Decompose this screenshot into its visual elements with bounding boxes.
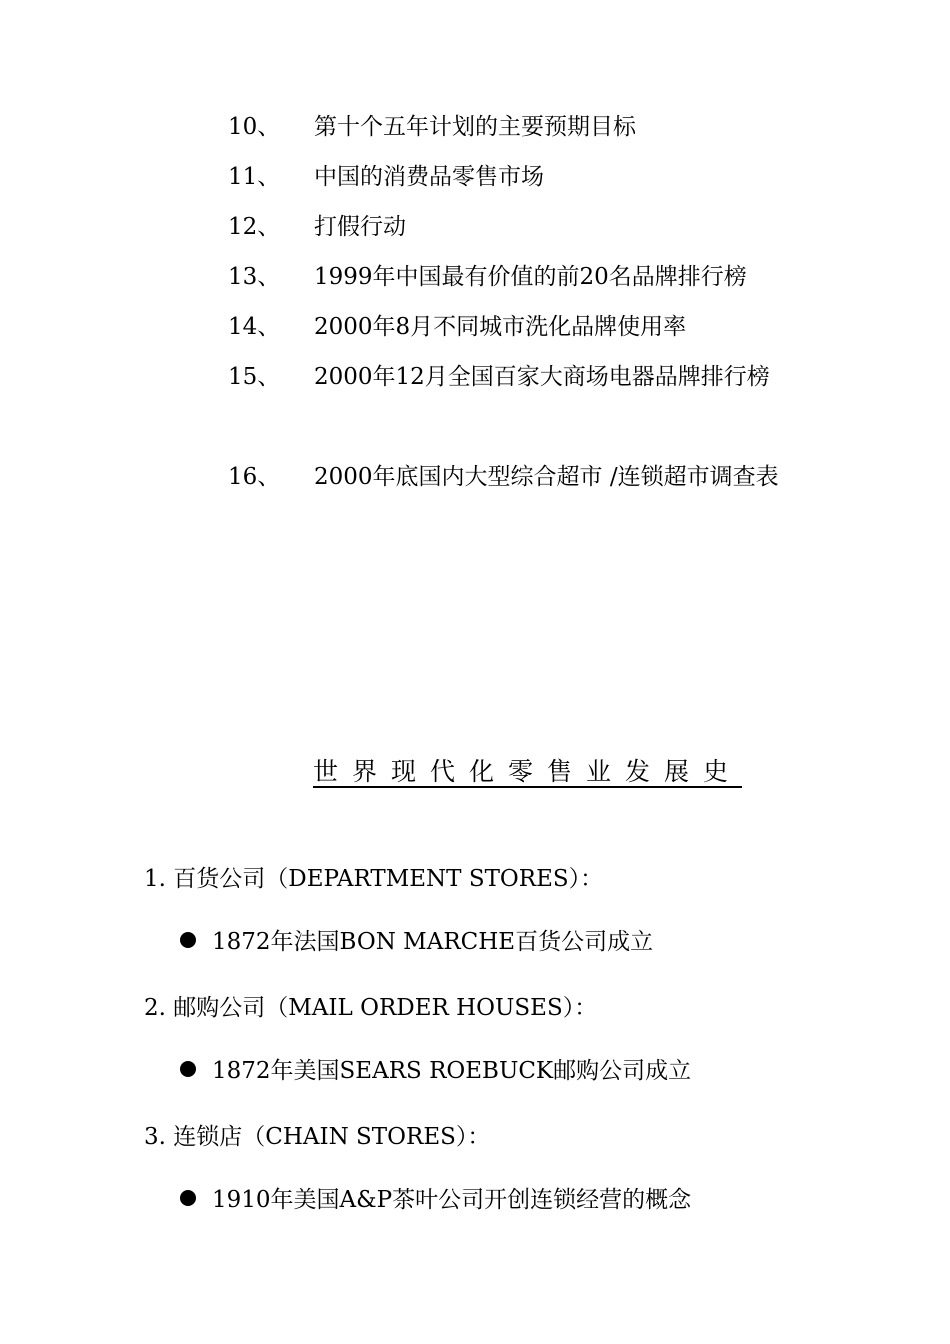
bullet-text: 1872年美国SEARS ROEBUCK邮购公司成立 [212,1058,692,1084]
bullet-icon [180,1190,196,1206]
toc-text: 2000年8月不同城市洗化品牌使用率 [314,314,687,340]
toc-item [228,152,828,202]
toc-text: 打假行动 [314,214,406,240]
toc-text: 中国的消费品零售市场 [314,164,544,190]
toc-number: 15、 [228,364,281,390]
bullet-text: 1910年美国A&P茶叶公司开创连锁经营的概念 [212,1187,692,1213]
toc-text: 1999年中国最有价值的前20名品牌排行榜 [314,264,747,290]
toc-number: 16、 [228,464,281,490]
toc-text: 第十个五年计划的主要预期目标 [314,114,636,140]
section-title: 世界现代化零售业发展史 [313,757,743,786]
bullet-icon [180,1061,196,1077]
history-bullet [180,923,653,956]
toc-item [228,102,828,152]
history-bullet [180,1052,691,1085]
toc-item [228,252,828,302]
toc-text: 2000年12月全国百家大商场电器品牌排行榜 [314,364,770,390]
toc-number: 11、 [228,164,281,190]
history-heading: 3. 连锁店（CHAIN STORES）： [144,1124,491,1150]
toc-number: 14、 [228,314,281,340]
toc-item [228,302,828,352]
toc-text: 2000年底国内大型综合超市 /连锁超市调查表 [314,464,779,490]
bullet-icon [180,932,196,948]
history-heading: 2. 邮购公司（MAIL ORDER HOUSES）： [144,995,598,1021]
toc-item [228,202,828,252]
toc-number: 12、 [228,214,281,240]
toc-item [228,352,828,402]
history-heading: 1. 百货公司（DEPARTMENT STORES）： [144,866,604,892]
toc-number: 10、 [228,114,281,140]
bullet-text: 1872年法国BON MARCHE百货公司成立 [212,929,654,955]
history-bullet [180,1181,691,1214]
toc-number: 13、 [228,264,281,290]
toc-item [228,452,828,502]
